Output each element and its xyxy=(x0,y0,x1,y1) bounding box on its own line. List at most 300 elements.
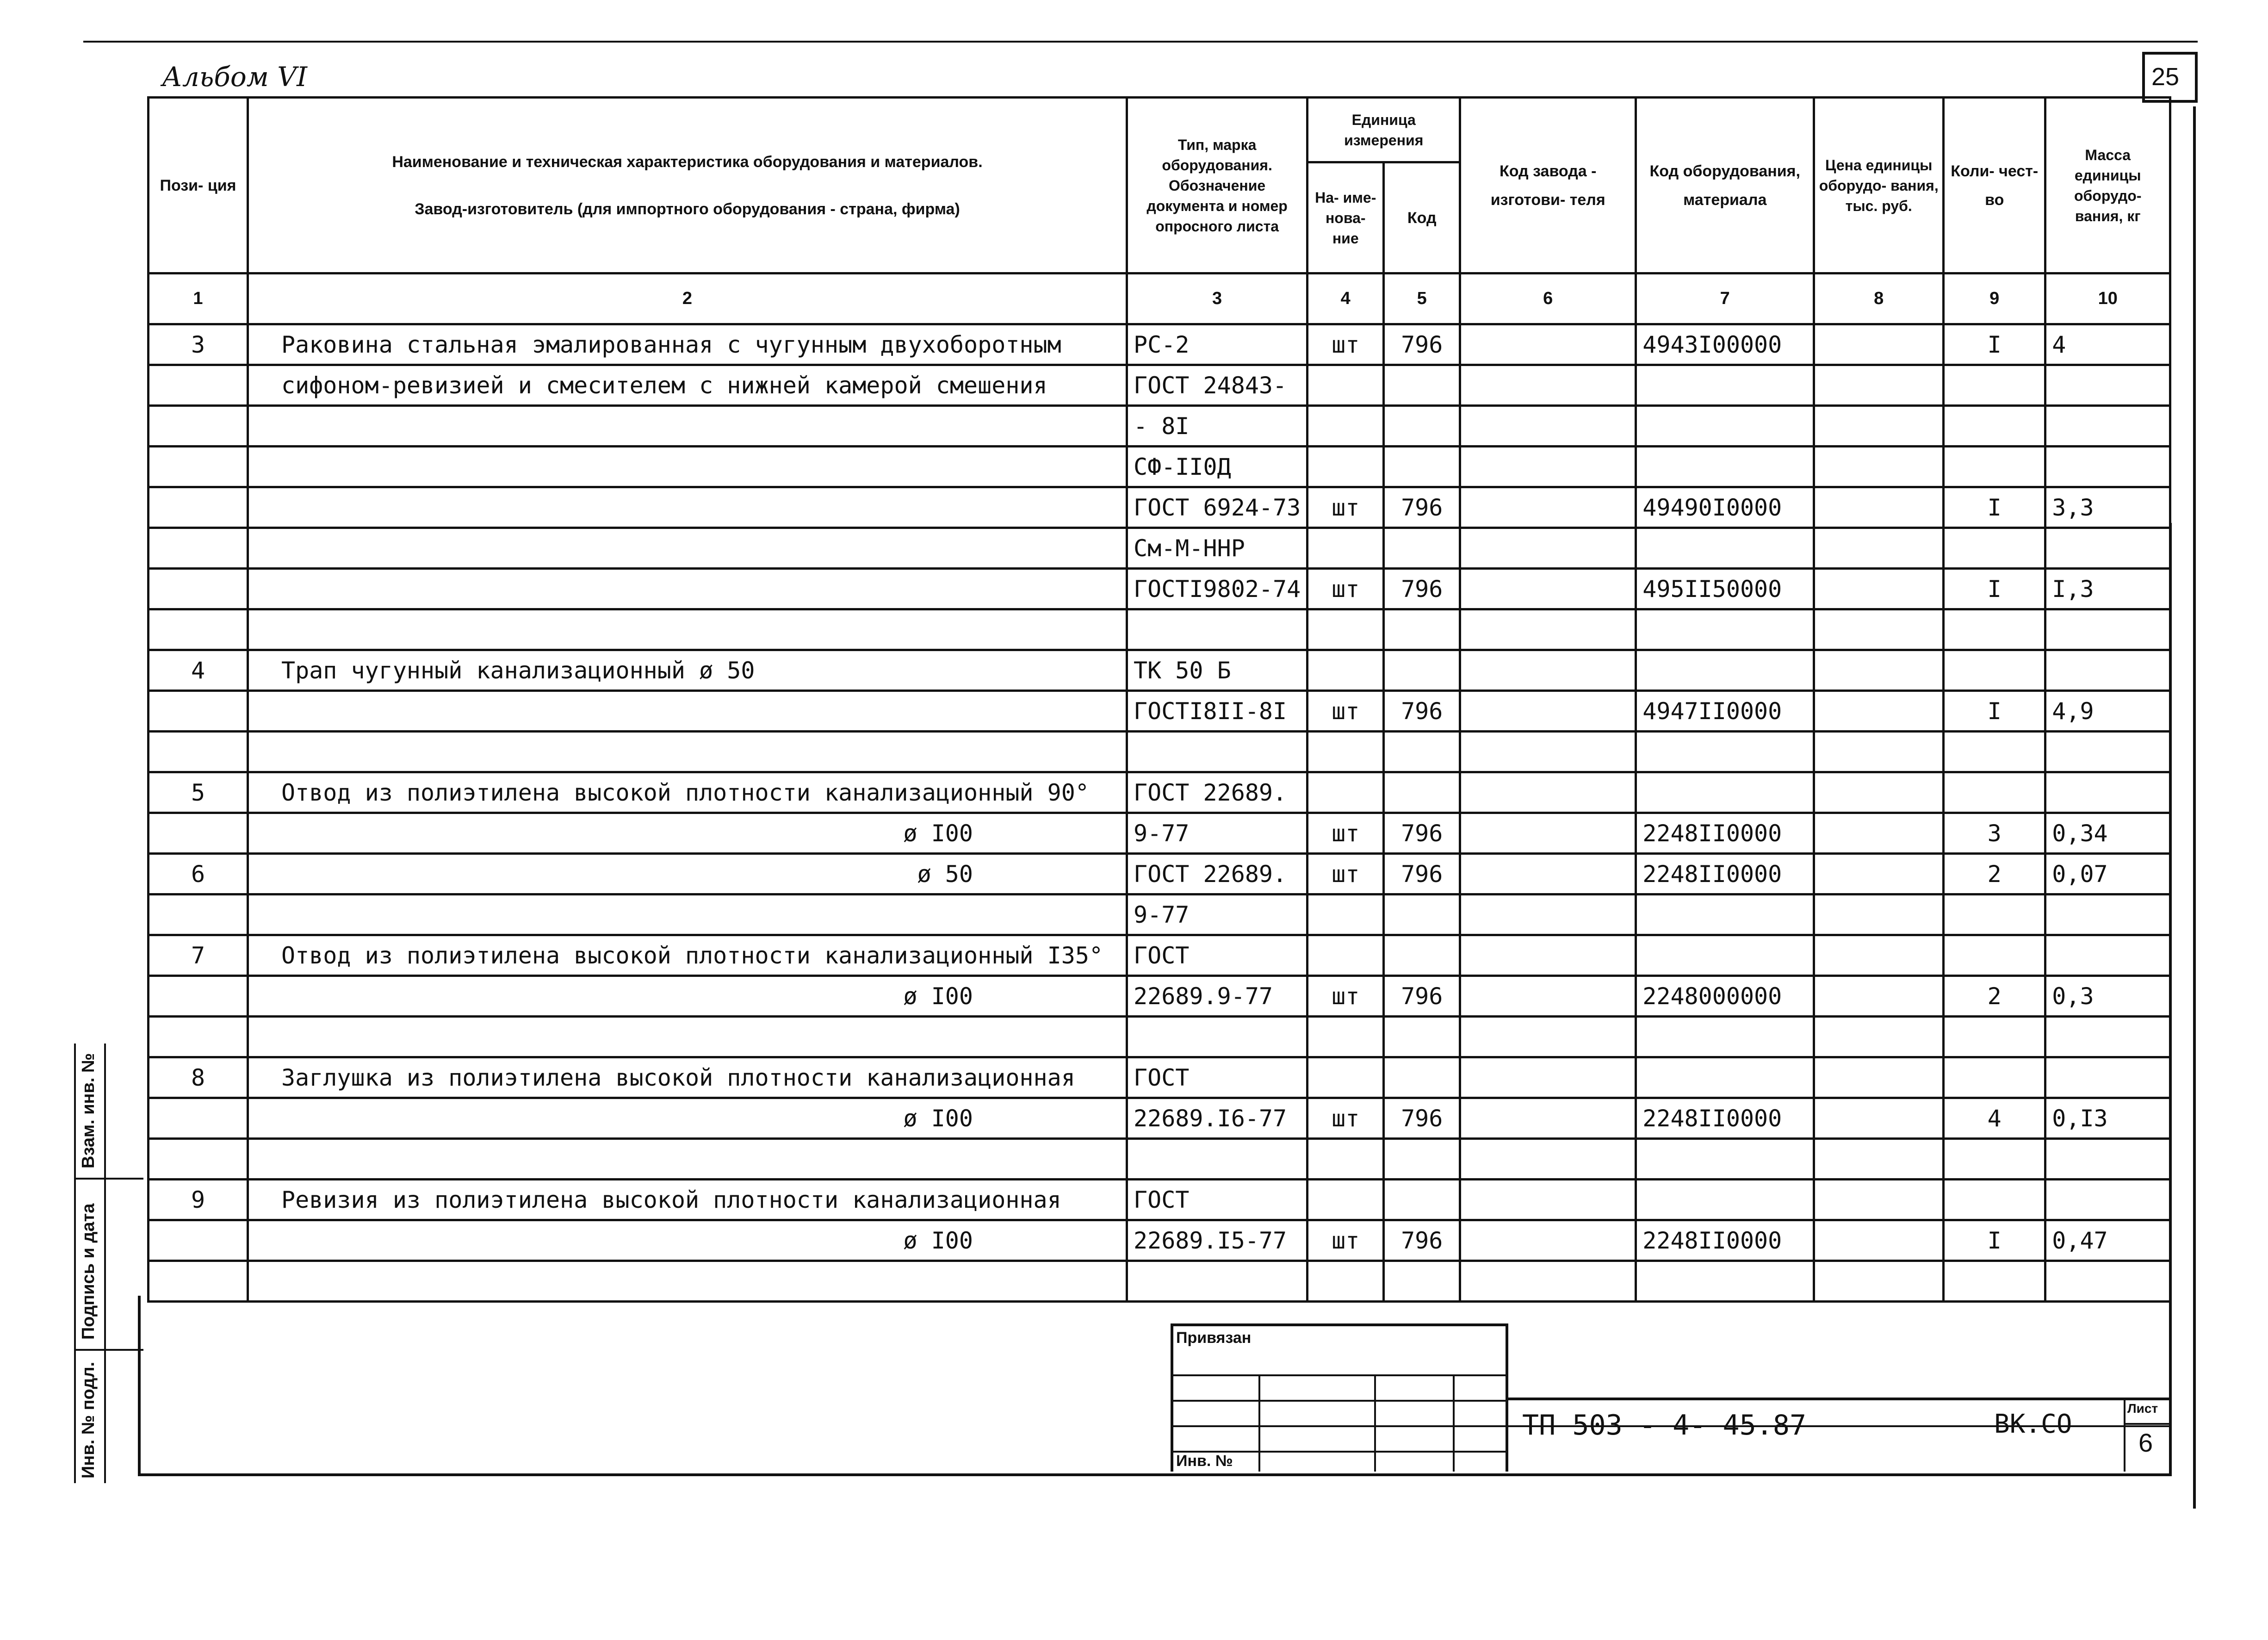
type-cell xyxy=(1127,732,1308,772)
mass-cell xyxy=(2045,1057,2170,1098)
type-cell: СФ-II0Д xyxy=(1127,447,1308,487)
side-label-vzam: Взам. инв. № xyxy=(79,1053,98,1168)
plant-code-cell xyxy=(1460,528,1636,569)
table-row xyxy=(149,895,2170,935)
name-cell xyxy=(248,895,1127,935)
name-cell xyxy=(248,609,1127,650)
name-cell xyxy=(248,487,1127,528)
header-mass: Масса единицы оборудо- вания, кг xyxy=(2045,98,2170,273)
type-cell: ГОСТ 22689. xyxy=(1127,854,1308,895)
unit-cell: шт xyxy=(1308,324,1384,365)
column-number-7: 7 xyxy=(1636,273,1814,324)
equip-code-cell xyxy=(1636,447,1814,487)
unit-cell: шт xyxy=(1308,1098,1384,1139)
qty-cell xyxy=(1944,650,2045,691)
plant-code-cell xyxy=(1460,1139,1636,1180)
column-numbers-row xyxy=(149,273,2170,324)
column-number-6: 6 xyxy=(1460,273,1636,324)
mass-cell: 0,34 xyxy=(2045,813,2170,854)
type-cell: ГОСТ xyxy=(1127,935,1308,976)
name-cell: Трап чугунный канализационный ø 50 xyxy=(248,650,1127,691)
equip-code-cell: 2248000000 xyxy=(1636,976,1814,1017)
position-cell xyxy=(149,365,248,406)
name-cell: Отвод из полиэтилена высокой плотности канализационный I35° xyxy=(248,935,1127,976)
price-cell xyxy=(1814,976,1944,1017)
table-row xyxy=(149,935,2170,976)
unit-cell xyxy=(1308,528,1384,569)
price-cell xyxy=(1814,1139,1944,1180)
position-cell: 4 xyxy=(149,650,248,691)
mass-cell xyxy=(2045,609,2170,650)
unit-code-cell: 796 xyxy=(1384,1098,1460,1139)
name-cell: ø I00 xyxy=(248,976,1127,1017)
unit-cell: шт xyxy=(1308,569,1384,609)
plant-code-cell xyxy=(1460,976,1636,1017)
mass-cell xyxy=(2045,772,2170,813)
unit-code-cell xyxy=(1384,935,1460,976)
name-cell xyxy=(248,691,1127,732)
unit-code-cell: 796 xyxy=(1384,813,1460,854)
plant-code-cell xyxy=(1460,487,1636,528)
plant-code-cell xyxy=(1460,854,1636,895)
unit-cell xyxy=(1308,1180,1384,1220)
price-cell xyxy=(1814,569,1944,609)
position-cell xyxy=(149,1220,248,1261)
table-row xyxy=(149,528,2170,569)
equip-code-cell: 49490I0000 xyxy=(1636,487,1814,528)
header-name xyxy=(248,98,1127,273)
plant-code-cell xyxy=(1460,732,1636,772)
equip-code-cell xyxy=(1636,1057,1814,1098)
qty-cell xyxy=(1944,1057,2045,1098)
unit-code-cell: 796 xyxy=(1384,1220,1460,1261)
mass-cell: 0,07 xyxy=(2045,854,2170,895)
unit-cell xyxy=(1308,609,1384,650)
qty-cell: 3 xyxy=(1944,813,2045,854)
mass-cell: I,3 xyxy=(2045,569,2170,609)
position-cell: 9 xyxy=(149,1180,248,1220)
name-cell: ø I00 xyxy=(248,1220,1127,1261)
table-row xyxy=(149,609,2170,650)
price-cell xyxy=(1814,406,1944,447)
stamp-sheet-no: 6 xyxy=(2138,1428,2153,1457)
frame-bottom xyxy=(138,1473,2171,1476)
price-cell xyxy=(1814,1261,1944,1302)
unit-code-cell xyxy=(1384,772,1460,813)
price-cell xyxy=(1814,487,1944,528)
price-cell xyxy=(1814,1220,1944,1261)
name-cell xyxy=(248,1261,1127,1302)
position-cell xyxy=(149,447,248,487)
plant-code-cell xyxy=(1460,935,1636,976)
mass-cell xyxy=(2045,1261,2170,1302)
qty-cell xyxy=(1944,772,2045,813)
position-cell xyxy=(149,528,248,569)
equip-code-cell xyxy=(1636,528,1814,569)
unit-cell: шт xyxy=(1308,813,1384,854)
mass-cell: 3,3 xyxy=(2045,487,2170,528)
unit-code-cell: 796 xyxy=(1384,854,1460,895)
price-cell xyxy=(1814,691,1944,732)
plant-code-cell xyxy=(1460,1017,1636,1057)
table-row xyxy=(149,569,2170,609)
mass-cell: 4 xyxy=(2045,324,2170,365)
header-position: Пози- ция xyxy=(149,98,248,273)
equip-code-cell xyxy=(1636,1180,1814,1220)
table-row xyxy=(149,1098,2170,1139)
frame-left-lower xyxy=(138,1296,141,1476)
qty-cell xyxy=(1944,365,2045,406)
column-number-3: 3 xyxy=(1127,273,1308,324)
plant-code-cell xyxy=(1460,1180,1636,1220)
table-row xyxy=(149,406,2170,447)
column-number-10: 10 xyxy=(2045,273,2170,324)
header-qty: Коли- чест- во xyxy=(1944,98,2045,273)
table-row xyxy=(149,447,2170,487)
frame-right-outer xyxy=(2193,106,2196,1509)
price-cell xyxy=(1814,1180,1944,1220)
type-cell: ТК 50 Б xyxy=(1127,650,1308,691)
album-label: Альбом VI xyxy=(162,61,308,93)
plant-code-cell xyxy=(1460,1220,1636,1261)
table-row xyxy=(149,854,2170,895)
plant-code-cell xyxy=(1460,406,1636,447)
plant-code-cell xyxy=(1460,1261,1636,1302)
type-cell: 22689.9-77 xyxy=(1127,976,1308,1017)
table-row xyxy=(149,772,2170,813)
qty-cell: I xyxy=(1944,324,2045,365)
price-cell xyxy=(1814,1098,1944,1139)
equip-code-cell xyxy=(1636,732,1814,772)
header-unit-name: На- име- нова- ние xyxy=(1308,162,1384,273)
name-cell xyxy=(248,447,1127,487)
unit-cell: шт xyxy=(1308,854,1384,895)
position-cell xyxy=(149,895,248,935)
table-row xyxy=(149,1057,2170,1098)
position-cell xyxy=(149,1261,248,1302)
position-cell xyxy=(149,976,248,1017)
position-cell xyxy=(149,609,248,650)
unit-code-cell xyxy=(1384,1139,1460,1180)
name-cell xyxy=(248,569,1127,609)
plant-code-cell xyxy=(1460,365,1636,406)
table-row xyxy=(149,324,2170,365)
mass-cell xyxy=(2045,406,2170,447)
unit-code-cell: 796 xyxy=(1384,976,1460,1017)
unit-cell: шт xyxy=(1308,487,1384,528)
unit-cell xyxy=(1308,1139,1384,1180)
stamp-sheet-label: Лист xyxy=(2127,1401,2158,1416)
mass-cell xyxy=(2045,935,2170,976)
qty-cell xyxy=(1944,1017,2045,1057)
unit-code-cell: 796 xyxy=(1384,487,1460,528)
equip-code-cell: 4947II0000 xyxy=(1636,691,1814,732)
table-row xyxy=(149,691,2170,732)
unit-code-cell xyxy=(1384,1261,1460,1302)
unit-code-cell xyxy=(1384,406,1460,447)
unit-cell xyxy=(1308,772,1384,813)
unit-cell xyxy=(1308,365,1384,406)
position-cell xyxy=(149,487,248,528)
position-cell xyxy=(149,691,248,732)
mass-cell: 0,47 xyxy=(2045,1220,2170,1261)
type-cell: 9-77 xyxy=(1127,813,1308,854)
position-cell: 7 xyxy=(149,935,248,976)
stamp-section: ВК.СО xyxy=(1994,1409,2072,1439)
unit-code-cell: 796 xyxy=(1384,569,1460,609)
equip-code-cell: 4943I00000 xyxy=(1636,324,1814,365)
qty-cell xyxy=(1944,406,2045,447)
type-cell: 22689.I5-77 xyxy=(1127,1220,1308,1261)
type-cell xyxy=(1127,1017,1308,1057)
name-cell: Заглушка из полиэтилена высокой плотности канализационная xyxy=(248,1057,1127,1098)
position-cell xyxy=(149,1098,248,1139)
plant-code-cell xyxy=(1460,569,1636,609)
name-cell xyxy=(248,406,1127,447)
price-cell xyxy=(1814,895,1944,935)
qty-cell xyxy=(1944,447,2045,487)
price-cell xyxy=(1814,365,1944,406)
price-cell xyxy=(1814,1057,1944,1098)
type-cell: ГОСТI8II-8I xyxy=(1127,691,1308,732)
mass-cell xyxy=(2045,528,2170,569)
qty-cell: 4 xyxy=(1944,1098,2045,1139)
qty-cell: I xyxy=(1944,569,2045,609)
qty-cell xyxy=(1944,732,2045,772)
qty-cell xyxy=(1944,1139,2045,1180)
unit-cell xyxy=(1308,447,1384,487)
type-cell xyxy=(1127,609,1308,650)
position-cell xyxy=(149,813,248,854)
type-cell: - 8I xyxy=(1127,406,1308,447)
position-cell: 8 xyxy=(149,1057,248,1098)
header-price: Цена единицы оборудо- вания, тыс. руб. xyxy=(1814,98,1944,273)
name-cell: ø I00 xyxy=(248,813,1127,854)
qty-cell xyxy=(1944,528,2045,569)
equip-code-cell xyxy=(1636,1139,1814,1180)
stamp-inv-no: Инв. № xyxy=(1176,1452,1233,1470)
equip-code-cell xyxy=(1636,895,1814,935)
price-cell xyxy=(1814,324,1944,365)
position-cell: 3 xyxy=(149,324,248,365)
type-cell xyxy=(1127,1261,1308,1302)
table-row xyxy=(149,813,2170,854)
price-cell xyxy=(1814,772,1944,813)
table-row xyxy=(149,365,2170,406)
type-cell: 22689.I6-77 xyxy=(1127,1098,1308,1139)
plant-code-cell xyxy=(1460,691,1636,732)
equip-code-cell: 2248II0000 xyxy=(1636,854,1814,895)
qty-cell xyxy=(1944,935,2045,976)
plant-code-cell xyxy=(1460,609,1636,650)
table-row xyxy=(149,650,2170,691)
name-cell xyxy=(248,1139,1127,1180)
side-label-inv-podl: Инв. № подл. xyxy=(79,1361,98,1478)
equip-code-cell xyxy=(1636,609,1814,650)
column-number-9: 9 xyxy=(1944,273,2045,324)
price-cell xyxy=(1814,732,1944,772)
type-cell: ГОСТ 6924-73 xyxy=(1127,487,1308,528)
name-cell: Отвод из полиэтилена высокой плотности канализационный 90° xyxy=(248,772,1127,813)
qty-cell xyxy=(1944,895,2045,935)
unit-code-cell xyxy=(1384,732,1460,772)
unit-cell: шт xyxy=(1308,1220,1384,1261)
plant-code-cell xyxy=(1460,1098,1636,1139)
unit-cell xyxy=(1308,650,1384,691)
name-cell xyxy=(248,528,1127,569)
unit-cell xyxy=(1308,895,1384,935)
price-cell xyxy=(1814,1017,1944,1057)
type-cell: ГОСТI9802-74 xyxy=(1127,569,1308,609)
unit-code-cell xyxy=(1384,1017,1460,1057)
equip-code-cell: 495II50000 xyxy=(1636,569,1814,609)
binding-strip xyxy=(74,1044,143,1483)
name-cell: сифоном-ревизией и смесителем с нижней камерой смешения xyxy=(248,365,1127,406)
type-cell: ГОСТ 24843- xyxy=(1127,365,1308,406)
price-cell xyxy=(1814,813,1944,854)
mass-cell xyxy=(2045,732,2170,772)
unit-code-cell xyxy=(1384,609,1460,650)
top-border xyxy=(83,41,2198,43)
specification-table xyxy=(147,96,2171,1303)
plant-code-cell xyxy=(1460,813,1636,854)
equip-code-cell xyxy=(1636,772,1814,813)
plant-code-cell xyxy=(1460,895,1636,935)
table-row xyxy=(149,1261,2170,1302)
type-cell: РС-2 xyxy=(1127,324,1308,365)
name-cell: Ревизия из полиэтилена высокой плотности канализационная xyxy=(248,1180,1127,1220)
table-body xyxy=(149,324,2170,1302)
mass-cell xyxy=(2045,1180,2170,1220)
column-number-4: 4 xyxy=(1308,273,1384,324)
header-name-main: Наименование и техническая характеристика оборудования и материалов. xyxy=(392,153,983,171)
equip-code-cell: 2248II0000 xyxy=(1636,1220,1814,1261)
column-number-2: 2 xyxy=(248,273,1127,324)
plant-code-cell xyxy=(1460,650,1636,691)
table-row xyxy=(149,1220,2170,1261)
unit-code-cell: 796 xyxy=(1384,324,1460,365)
name-cell: ø I00 xyxy=(248,1098,1127,1139)
unit-code-cell xyxy=(1384,650,1460,691)
side-label-podpis: Подпись и дата xyxy=(79,1203,98,1340)
plant-code-cell xyxy=(1460,324,1636,365)
equip-code-cell xyxy=(1636,1261,1814,1302)
header-unit-code: Код xyxy=(1384,162,1460,273)
mass-cell: 4,9 xyxy=(2045,691,2170,732)
qty-cell: I xyxy=(1944,691,2045,732)
type-cell: ГОСТ 22689. xyxy=(1127,772,1308,813)
mass-cell xyxy=(2045,1139,2170,1180)
price-cell xyxy=(1814,447,1944,487)
position-cell: 5 xyxy=(149,772,248,813)
position-cell xyxy=(149,1139,248,1180)
position-cell xyxy=(149,569,248,609)
unit-code-cell xyxy=(1384,1057,1460,1098)
type-cell: ГОСТ xyxy=(1127,1057,1308,1098)
unit-cell xyxy=(1308,1261,1384,1302)
unit-cell: шт xyxy=(1308,691,1384,732)
mass-cell xyxy=(2045,447,2170,487)
equip-code-cell: 2248II0000 xyxy=(1636,813,1814,854)
unit-code-cell xyxy=(1384,895,1460,935)
unit-code-cell: 796 xyxy=(1384,691,1460,732)
unit-code-cell xyxy=(1384,1180,1460,1220)
position-cell xyxy=(149,732,248,772)
table-row xyxy=(149,1017,2170,1057)
name-cell xyxy=(248,1017,1127,1057)
unit-cell xyxy=(1308,935,1384,976)
plant-code-cell xyxy=(1460,772,1636,813)
mass-cell xyxy=(2045,650,2170,691)
unit-code-cell xyxy=(1384,447,1460,487)
unit-code-cell xyxy=(1384,528,1460,569)
unit-cell: шт xyxy=(1308,976,1384,1017)
position-cell xyxy=(149,406,248,447)
qty-cell xyxy=(1944,1261,2045,1302)
position-cell xyxy=(149,1017,248,1057)
equip-code-cell xyxy=(1636,365,1814,406)
qty-cell: 2 xyxy=(1944,976,2045,1017)
unit-cell xyxy=(1308,1017,1384,1057)
equip-code-cell: 2248II0000 xyxy=(1636,1098,1814,1139)
mass-cell: 0,I3 xyxy=(2045,1098,2170,1139)
name-cell: ø 50 xyxy=(248,854,1127,895)
name-cell xyxy=(248,732,1127,772)
stamp-doc-code: ТП 503 - 4- 45.87 xyxy=(1522,1409,1807,1441)
type-cell: ГОСТ xyxy=(1127,1180,1308,1220)
table-header-row xyxy=(149,98,2170,162)
position-cell: 6 xyxy=(149,854,248,895)
type-cell: См-М-ННР xyxy=(1127,528,1308,569)
column-number-5: 5 xyxy=(1384,273,1460,324)
unit-code-cell xyxy=(1384,365,1460,406)
header-name-sub: Завод-изготовитель (для импортного оборудования - страна, фирма) xyxy=(415,200,960,218)
unit-cell xyxy=(1308,732,1384,772)
mass-cell xyxy=(2045,895,2170,935)
unit-cell xyxy=(1308,406,1384,447)
table-row xyxy=(149,732,2170,772)
equip-code-cell xyxy=(1636,650,1814,691)
mass-cell xyxy=(2045,1017,2170,1057)
plant-code-cell xyxy=(1460,447,1636,487)
page-number: 25 xyxy=(2151,63,2180,91)
qty-cell: I xyxy=(1944,1220,2045,1261)
title-block xyxy=(1171,1323,2170,1472)
table-row xyxy=(149,487,2170,528)
header-plant-code: Код завода - изготови- теля xyxy=(1460,98,1636,273)
mass-cell xyxy=(2045,365,2170,406)
price-cell xyxy=(1814,935,1944,976)
table-row xyxy=(149,976,2170,1017)
qty-cell: I xyxy=(1944,487,2045,528)
column-number-1: 1 xyxy=(149,273,248,324)
qty-cell xyxy=(1944,609,2045,650)
price-cell xyxy=(1814,528,1944,569)
header-unit: Единица измерения xyxy=(1308,98,1460,162)
mass-cell: 0,3 xyxy=(2045,976,2170,1017)
type-cell xyxy=(1127,1139,1308,1180)
unit-cell xyxy=(1308,1057,1384,1098)
qty-cell xyxy=(1944,1180,2045,1220)
equip-code-cell xyxy=(1636,406,1814,447)
equip-code-cell xyxy=(1636,1017,1814,1057)
stamp-privyazan: Привязан xyxy=(1176,1329,1252,1347)
type-cell: 9-77 xyxy=(1127,895,1308,935)
column-number-8: 8 xyxy=(1814,273,1944,324)
table-row xyxy=(149,1139,2170,1180)
price-cell xyxy=(1814,650,1944,691)
equip-code-cell xyxy=(1636,935,1814,976)
